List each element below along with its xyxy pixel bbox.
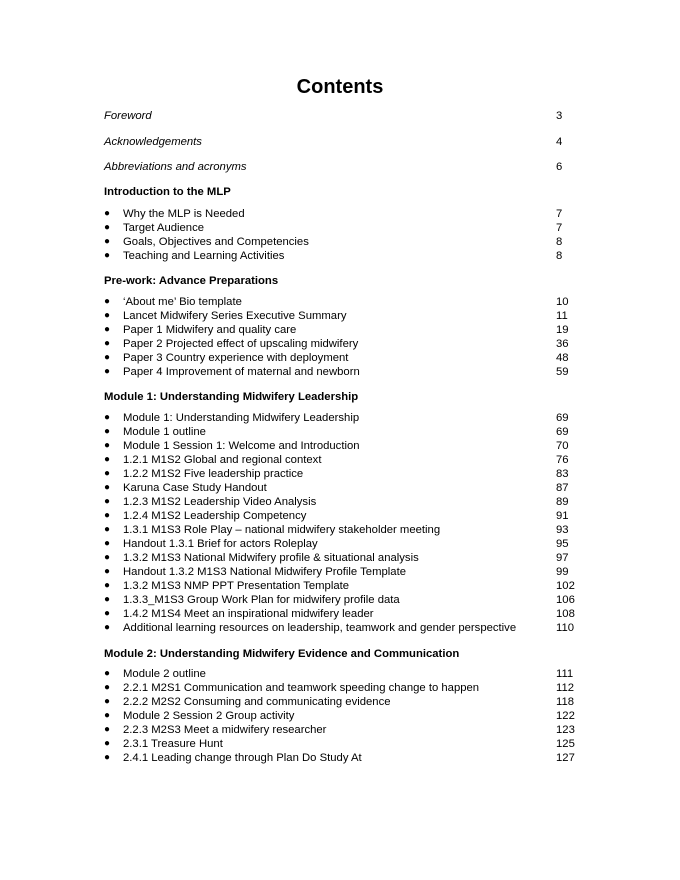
bullet-icon: ● bbox=[104, 538, 111, 549]
toc-entry[interactable] bbox=[104, 351, 576, 365]
toc-entry[interactable] bbox=[104, 439, 576, 453]
toc-entry-label: 2.2.3 M2S3 Meet a midwifery researcher bbox=[123, 724, 327, 736]
toc-entry-foreword[interactable] bbox=[104, 109, 576, 123]
bullet-icon: ● bbox=[104, 250, 111, 261]
toc-entry-page: 48 bbox=[556, 352, 569, 364]
toc-entry[interactable] bbox=[104, 411, 576, 425]
toc-entry-label: Acknowledgements bbox=[104, 136, 202, 148]
toc-entry[interactable] bbox=[104, 495, 576, 509]
toc-entry-label: Target Audience bbox=[123, 222, 205, 234]
bullet-icon: ● bbox=[104, 222, 111, 233]
toc-entry-label: Additional learning resources on leadership, teamwork and gender perspective bbox=[123, 622, 517, 634]
toc-entry-label: 1.2.1 M1S2 Global and regional context bbox=[123, 454, 322, 466]
toc-entry-abbreviations[interactable] bbox=[104, 160, 576, 174]
toc-entry[interactable] bbox=[104, 207, 576, 221]
toc-entry-page: 8 bbox=[556, 236, 563, 248]
bullet-icon: ● bbox=[104, 482, 111, 493]
toc-entry-page: 76 bbox=[556, 454, 569, 466]
toc-entry-label: 2.2.2 M2S2 Consuming and communicating evidence bbox=[123, 696, 391, 708]
bullet-icon: ● bbox=[104, 366, 111, 377]
toc-entry-page: 112 bbox=[556, 682, 575, 694]
section-heading-prework: Pre-work: Advance Preparations bbox=[104, 275, 279, 287]
section-heading-module-2: Module 2: Understanding Midwifery Evidence and Communication bbox=[104, 648, 460, 660]
toc-entry-page: 125 bbox=[556, 738, 575, 750]
toc-entry[interactable] bbox=[104, 607, 576, 621]
toc-entry-page: 108 bbox=[556, 608, 575, 620]
toc-entry-page: 127 bbox=[556, 752, 575, 764]
bullet-icon: ● bbox=[104, 738, 111, 749]
toc-entry-page: 110 bbox=[556, 622, 575, 634]
toc-entry[interactable] bbox=[104, 481, 576, 495]
bullet-icon: ● bbox=[104, 426, 111, 437]
bullet-icon: ● bbox=[104, 566, 111, 577]
toc-entry-page: 6 bbox=[556, 161, 563, 173]
bullet-icon: ● bbox=[104, 236, 111, 247]
toc-entry-label: Goals, Objectives and Competencies bbox=[123, 236, 309, 248]
toc-entry-label: Paper 1 Midwifery and quality care bbox=[123, 324, 297, 336]
page-title: Contents bbox=[296, 76, 384, 98]
toc-entry-page: 3 bbox=[556, 110, 563, 122]
section-heading-introduction: Introduction to the MLP bbox=[104, 186, 231, 198]
toc-entry[interactable] bbox=[104, 751, 576, 765]
toc-entry[interactable] bbox=[104, 565, 576, 579]
toc-entry-page: 36 bbox=[556, 338, 569, 350]
toc-entry[interactable] bbox=[104, 667, 576, 681]
toc-entry[interactable] bbox=[104, 425, 576, 439]
bullet-icon: ● bbox=[104, 552, 111, 563]
toc-entry-page: 122 bbox=[556, 710, 575, 722]
toc-entry[interactable] bbox=[104, 709, 576, 723]
toc-entry-label: Abbreviations and acronyms bbox=[104, 161, 247, 173]
toc-entry[interactable] bbox=[104, 235, 576, 249]
toc-entry[interactable] bbox=[104, 579, 576, 593]
toc-entry-label: Why the MLP is Needed bbox=[123, 208, 245, 220]
toc-entry-page: 106 bbox=[556, 594, 575, 606]
toc-entry[interactable] bbox=[104, 295, 576, 309]
bullet-icon: ● bbox=[104, 696, 111, 707]
toc-entry-label: 1.3.2 M1S3 NMP PPT Presentation Template bbox=[123, 580, 350, 592]
toc-entry-label: 1.4.2 M1S4 Meet an inspirational midwifery leader bbox=[123, 608, 374, 620]
toc-entry-label: Handout 1.3.1 Brief for actors Roleplay bbox=[123, 538, 318, 550]
bullet-icon: ● bbox=[104, 208, 111, 219]
toc-entry-page: 8 bbox=[556, 250, 563, 262]
toc-entry[interactable] bbox=[104, 621, 576, 635]
toc-entry[interactable] bbox=[104, 593, 576, 607]
toc-entry-page: 93 bbox=[556, 524, 569, 536]
toc-entry-label: Teaching and Learning Activities bbox=[123, 250, 285, 262]
toc-entry-page: 87 bbox=[556, 482, 569, 494]
toc-entry-page: 118 bbox=[556, 696, 575, 708]
toc-entry-page: 70 bbox=[556, 440, 569, 452]
toc-entry-page: 89 bbox=[556, 496, 569, 508]
bullet-icon: ● bbox=[104, 310, 111, 321]
toc-entry[interactable] bbox=[104, 365, 576, 379]
toc-entry-label: ‘About me’ Bio template bbox=[123, 296, 242, 308]
toc-entry-label: Handout 1.3.2 M1S3 National Midwifery Profile Template bbox=[123, 566, 406, 578]
toc-entry-label: Paper 3 Country experience with deployment bbox=[123, 352, 349, 364]
toc-entry-page: 69 bbox=[556, 412, 569, 424]
toc-entry[interactable] bbox=[104, 467, 576, 481]
bullet-icon: ● bbox=[104, 710, 111, 721]
toc-entry-label: 2.2.1 M2S1 Communication and teamwork speeding change to happen bbox=[123, 682, 480, 694]
toc-entry-page: 97 bbox=[556, 552, 569, 564]
toc-entry[interactable] bbox=[104, 221, 576, 235]
bullet-icon: ● bbox=[104, 580, 111, 591]
toc-entry-label: 1.3.1 M1S3 Role Play – national midwifery stakeholder meeting bbox=[123, 524, 441, 536]
toc-entry-label: 1.3.3_M1S3 Group Work Plan for midwifery profile data bbox=[123, 594, 400, 606]
toc-entry-label: 1.3.2 M1S3 National Midwifery profile & situational analysis bbox=[123, 552, 419, 564]
bullet-icon: ● bbox=[104, 524, 111, 535]
toc-entry-page: 59 bbox=[556, 366, 569, 378]
bullet-icon: ● bbox=[104, 412, 111, 423]
bullet-icon: ● bbox=[104, 594, 111, 605]
toc-entry-label: Lancet Midwifery Series Executive Summary bbox=[123, 310, 347, 322]
toc-entry[interactable] bbox=[104, 309, 576, 323]
toc-entry-label: Module 2 outline bbox=[123, 668, 206, 680]
toc-entry-page: 95 bbox=[556, 538, 569, 550]
bullet-icon: ● bbox=[104, 724, 111, 735]
toc-entry-page: 111 bbox=[556, 668, 574, 680]
toc-entry-label: 2.3.1 Treasure Hunt bbox=[123, 738, 223, 750]
toc-entry-label: Foreword bbox=[104, 110, 152, 122]
toc-entry-label: Module 2 Session 2 Group activity bbox=[123, 710, 295, 722]
toc-entry[interactable] bbox=[104, 695, 576, 709]
bullet-icon: ● bbox=[104, 622, 111, 633]
toc-entry[interactable] bbox=[104, 453, 576, 467]
toc-entry-label: 1.2.2 M1S2 Five leadership practice bbox=[123, 468, 304, 480]
toc-entry-label: Module 1 Session 1: Welcome and Introduction bbox=[123, 440, 360, 452]
toc-entry-label: Karuna Case Study Handout bbox=[123, 482, 267, 494]
bullet-icon: ● bbox=[104, 352, 111, 363]
toc-entry-label: 1.2.4 M1S2 Leadership Competency bbox=[123, 510, 307, 522]
toc-entry[interactable] bbox=[104, 509, 576, 523]
toc-entry-acknowledgements[interactable] bbox=[104, 135, 576, 149]
bullet-icon: ● bbox=[104, 510, 111, 521]
bullet-icon: ● bbox=[104, 440, 111, 451]
bullet-icon: ● bbox=[104, 668, 111, 679]
toc-entry-page: 102 bbox=[556, 580, 575, 592]
bullet-icon: ● bbox=[104, 454, 111, 465]
toc-entry[interactable] bbox=[104, 523, 576, 537]
bullet-icon: ● bbox=[104, 682, 111, 693]
toc-entry-page: 123 bbox=[556, 724, 575, 736]
toc-entry-label: Paper 2 Projected effect of upscaling midwifery bbox=[123, 338, 359, 350]
toc-entry-page: 99 bbox=[556, 566, 569, 578]
toc-entry-label: 1.2.3 M1S2 Leadership Video Analysis bbox=[123, 496, 317, 508]
toc-entry[interactable] bbox=[104, 249, 576, 263]
toc-entry-page: 4 bbox=[556, 136, 563, 148]
toc-entry-page: 7 bbox=[556, 208, 563, 220]
toc-entry-label: Module 1: Understanding Midwifery Leadership bbox=[123, 412, 360, 424]
toc-entry[interactable] bbox=[104, 337, 576, 351]
bullet-icon: ● bbox=[104, 296, 111, 307]
bullet-icon: ● bbox=[104, 468, 111, 479]
toc-entry[interactable] bbox=[104, 323, 576, 337]
toc-entry-label: Paper 4 Improvement of maternal and newborn bbox=[123, 366, 360, 378]
section-heading-module-1: Module 1: Understanding Midwifery Leadership bbox=[104, 391, 359, 403]
bullet-icon: ● bbox=[104, 496, 111, 507]
bullet-icon: ● bbox=[104, 752, 111, 763]
toc-entry[interactable] bbox=[104, 551, 576, 565]
toc-entry-page: 11 bbox=[556, 310, 568, 322]
toc-entry-page: 91 bbox=[556, 510, 569, 522]
toc-entry[interactable] bbox=[104, 737, 576, 751]
toc-entry-label: Module 1 outline bbox=[123, 426, 206, 438]
toc-entry-page: 7 bbox=[556, 222, 563, 234]
toc-entry[interactable] bbox=[104, 723, 576, 737]
toc-entry[interactable] bbox=[104, 537, 576, 551]
toc-entry-page: 83 bbox=[556, 468, 569, 480]
toc-entry-page: 69 bbox=[556, 426, 569, 438]
bullet-icon: ● bbox=[104, 324, 111, 335]
bullet-icon: ● bbox=[104, 338, 111, 349]
toc-entry-page: 19 bbox=[556, 324, 569, 336]
toc-entry[interactable] bbox=[104, 681, 576, 695]
toc-entry-page: 10 bbox=[556, 296, 569, 308]
bullet-icon: ● bbox=[104, 608, 111, 619]
toc-entry-label: 2.4.1 Leading change through Plan Do Study At bbox=[123, 752, 362, 764]
